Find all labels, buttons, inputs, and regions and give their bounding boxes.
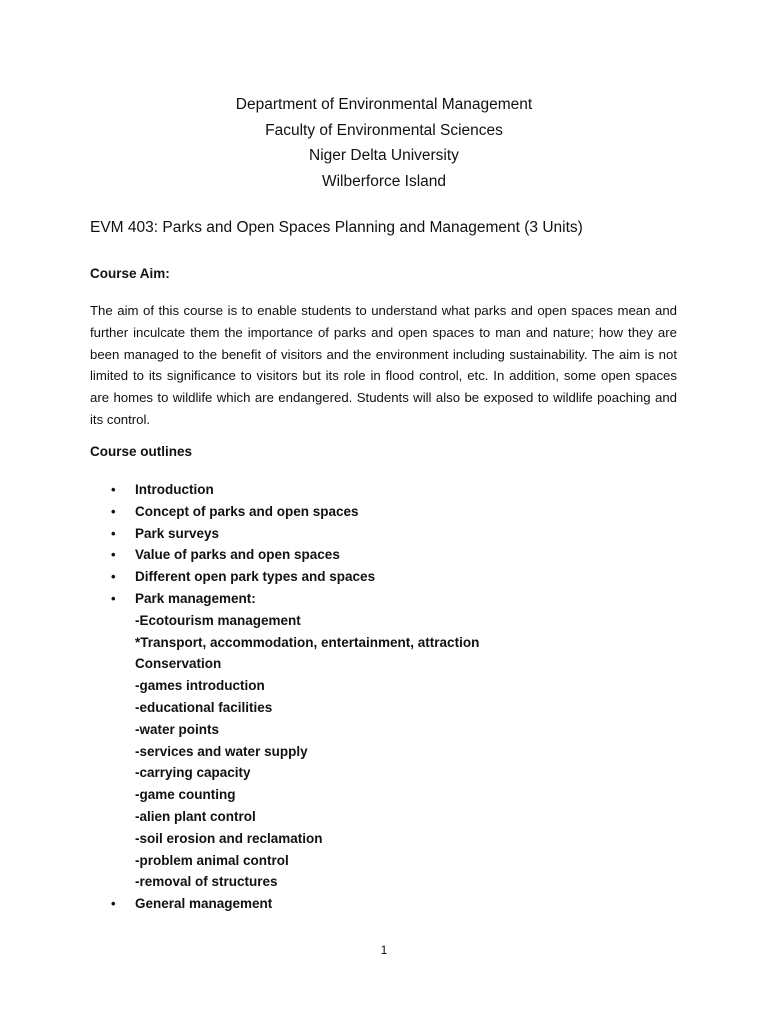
course-aim-paragraph: The aim of this course is to enable students to understand what parks and open spaces mean and further inculcate them the importance of parks and open spaces to man and nature; how they are been managed to the benefit of visitors and the environment including sustainability. The aim is not limited to its significance to visitors but its role in flood control, etc. In addition, some open spaces are homes to wildlife which are endangered. Students will also be exposed to wildlife poaching and its control.	[90, 303, 677, 427]
outline-item	[0, 850, 768, 872]
bullet-icon: •	[111, 896, 116, 912]
bullet-icon: •	[111, 569, 116, 585]
outline-item	[0, 893, 768, 915]
outline-item	[0, 544, 768, 566]
bullet-icon: •	[111, 503, 116, 519]
outline-item	[0, 762, 768, 784]
course-outlines-list	[0, 479, 768, 915]
outline-item	[0, 784, 768, 806]
outline-item	[0, 501, 768, 523]
bullet-icon: •	[111, 525, 116, 541]
outline-item	[0, 806, 768, 828]
outline-item-label: -removal of structures	[135, 874, 278, 890]
outline-item-label: -game counting	[135, 787, 236, 803]
faculty-name: Faculty of Environmental Sciences	[265, 121, 503, 139]
outline-item-label: Park management:	[135, 590, 256, 606]
outline-item-label: Concept of parks and open spaces	[135, 503, 359, 519]
course-title: EVM 403: Parks and Open Spaces Planning and Management (3 Units)	[90, 219, 583, 236]
outline-item-label: *Transport, accommodation, entertainment, attraction	[135, 634, 480, 650]
outline-item	[0, 588, 768, 610]
outline-item-label: Value of parks and open spaces	[135, 547, 340, 563]
outline-item-label: Different open park types and spaces	[135, 569, 376, 585]
outline-item-label: -games introduction	[135, 678, 265, 694]
page-number: 1	[380, 943, 388, 957]
outline-item	[0, 566, 768, 588]
document-header	[0, 92, 768, 194]
outline-item-label: -educational facilities	[135, 699, 273, 715]
outline-item	[0, 697, 768, 719]
outline-item	[0, 632, 768, 654]
outline-item	[0, 871, 768, 893]
outline-item	[0, 523, 768, 545]
outline-item-label: -problem animal control	[135, 852, 289, 868]
outline-item	[0, 741, 768, 763]
outline-item-label: -water points	[135, 721, 220, 737]
bullet-icon: •	[111, 590, 116, 606]
outline-item-label: -soil erosion and reclamation	[135, 830, 323, 846]
outline-item-label: Introduction	[135, 482, 214, 497]
outline-item-label: -alien plant control	[135, 808, 256, 824]
course-outlines-heading: Course outlines	[90, 444, 193, 459]
outline-item	[0, 653, 768, 675]
university-name: Niger Delta University	[309, 147, 459, 164]
outline-item	[0, 610, 768, 632]
course-aim-heading: Course Aim:	[90, 266, 170, 281]
outline-item-label: -Ecotourism management	[135, 612, 301, 628]
outline-item	[0, 828, 768, 850]
outline-item	[0, 479, 768, 501]
outline-item-label: Park surveys	[135, 525, 220, 541]
outline-item-label: -carrying capacity	[135, 765, 251, 781]
campus-name: Wilberforce Island	[321, 172, 447, 190]
bullet-icon: •	[111, 482, 116, 497]
outline-item	[0, 719, 768, 741]
outline-item-label: -services and water supply	[135, 743, 308, 759]
bullet-icon: •	[111, 547, 116, 563]
outline-item-label: Conservation	[135, 656, 222, 672]
outline-item-label: General management	[135, 896, 273, 912]
department-name: Department of Environmental Management	[235, 96, 533, 113]
outline-item	[0, 675, 768, 697]
